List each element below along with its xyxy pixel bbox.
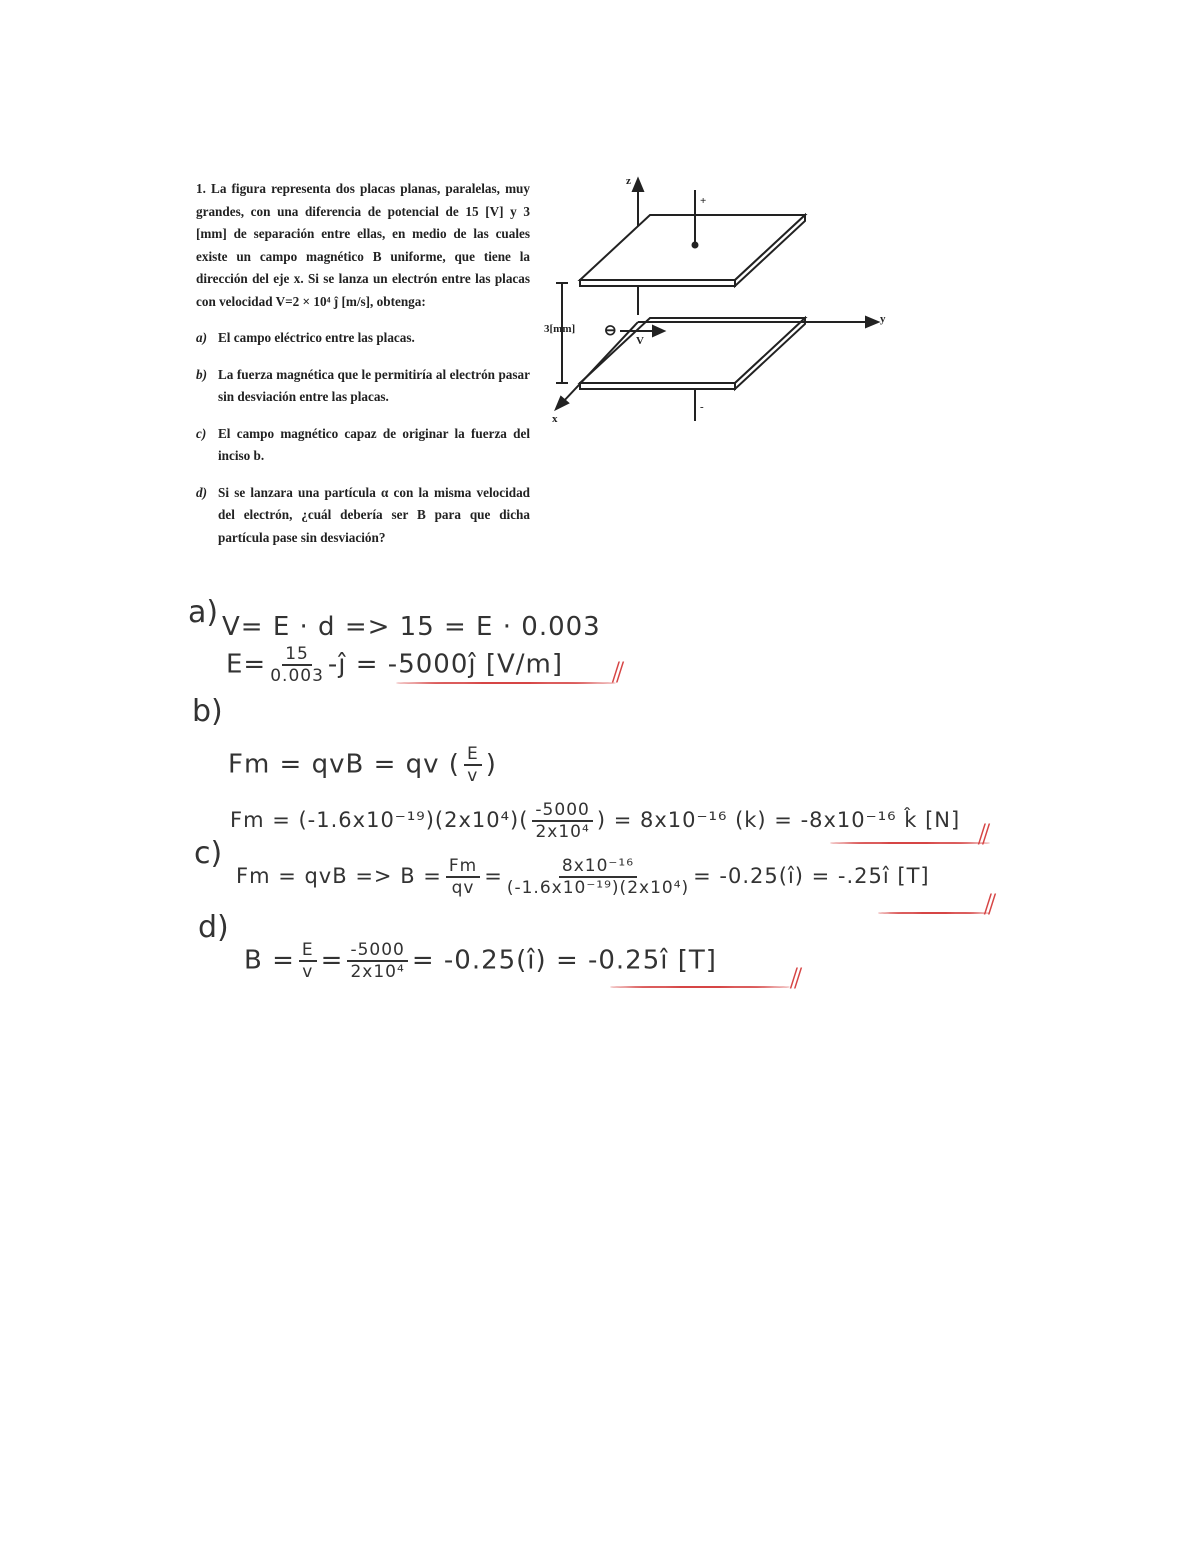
y-label: y xyxy=(880,313,886,325)
solution-b-label: b) xyxy=(192,694,223,729)
plates-diagram xyxy=(540,165,900,435)
c-num1: Fm xyxy=(446,856,480,878)
solution-c-line xyxy=(236,856,930,898)
b-line1-den: v xyxy=(467,766,479,786)
problem-intro: 1. La figura representa dos placas planas, paralelas, muy grandes, con una diferencia de potencial de 15 [V] y 3 [mm] de separación entre ellas, en medio de las cuales existe un campo magnético B uniforme, que tiene la dirección del eje x. Si se lanza un electrón entre las placas con velocidad V=2 × 10⁴ ĵ [m/s], obtenga: xyxy=(196,181,530,309)
a-result: -ĵ = -5000ĵ [V/m] xyxy=(327,649,564,680)
d-num1: E xyxy=(299,940,317,962)
problem-item-a xyxy=(196,327,530,350)
check-mark-c: ⫽ xyxy=(984,888,997,921)
d-post: = -0.25(î) = -0.25î [T] xyxy=(411,945,717,976)
b-line1-pre: Fm = qvB = qv ( xyxy=(228,749,460,780)
c-num2: 8x10⁻¹⁶ xyxy=(559,856,637,878)
solution-d-label: d) xyxy=(198,910,229,945)
b-line2-den: 2x10⁴ xyxy=(535,822,590,842)
a-e-symbol: E= xyxy=(226,649,267,680)
plates-figure xyxy=(540,165,900,435)
solution-d-line xyxy=(244,940,717,982)
c-post: = -0.25(î) = -.25î [T] xyxy=(693,864,930,888)
d-fraction-1 xyxy=(299,940,317,982)
check-mark-b: ⫽ xyxy=(978,818,991,851)
c-fraction-1 xyxy=(446,856,480,898)
d-den1: v xyxy=(302,962,314,982)
check-mark-d: ⫽ xyxy=(790,962,803,995)
b-line1-fraction xyxy=(464,744,482,786)
x-label: x xyxy=(552,413,558,425)
solution-b-line1 xyxy=(228,744,497,786)
b-line2-fraction xyxy=(532,800,592,842)
minus-label: - xyxy=(700,401,704,413)
problem-statement xyxy=(196,178,530,563)
answer-a-underline xyxy=(396,682,616,684)
c-den2: (-1.6x10⁻¹⁹)(2x10⁴) xyxy=(506,878,690,898)
plus-label: + xyxy=(700,195,707,207)
velocity-label: V xyxy=(636,335,644,347)
electron-icon: ⊖ xyxy=(604,323,617,339)
problem-item-b xyxy=(196,364,530,409)
solution-a-line1: V= E · d => 15 = E · 0.003 xyxy=(222,612,601,642)
b-line1-num: E xyxy=(464,744,482,766)
item-text: El campo eléctrico entre las placas. xyxy=(218,330,415,345)
answer-b-underline xyxy=(830,842,990,844)
item-label: c) xyxy=(196,425,207,441)
c-eq: = xyxy=(484,864,503,888)
solution-a-line2 xyxy=(226,644,563,686)
d-pre: B = xyxy=(244,945,295,976)
item-label: a) xyxy=(196,330,207,345)
c-den1: qv xyxy=(451,878,475,898)
item-text: El campo magnético capaz de originar la fuerza del inciso b. xyxy=(218,425,530,463)
c-pre: Fm = qvB => B = xyxy=(236,864,442,888)
solution-b-line2 xyxy=(230,800,960,842)
item-text: Si se lanzara una partícula α con la misma velocidad del electrón, ¿cuál debería ser B para que dicha partícula pase sin desviación? xyxy=(218,484,530,545)
a-den: 0.003 xyxy=(270,666,324,686)
b-line2-pre: Fm = (-1.6x10⁻¹⁹)(2x10⁴)( xyxy=(230,808,529,832)
a-fraction xyxy=(270,644,324,686)
z-axis-arrow xyxy=(633,179,643,191)
item-label: b) xyxy=(196,366,207,382)
d-fraction-2 xyxy=(347,940,407,982)
problem-item-c xyxy=(196,423,530,468)
d-num2: -5000 xyxy=(347,940,407,962)
item-label: d) xyxy=(196,484,207,500)
problem-item-d xyxy=(196,482,530,550)
answer-c-underline xyxy=(878,912,990,914)
gap-label: 3[mm] xyxy=(544,323,576,335)
solution-c-label: c) xyxy=(194,836,223,871)
item-text: La fuerza magnética que le permitiría al electrón pasar sin desviación entre las placas. xyxy=(218,366,530,404)
b-line2-num: -5000 xyxy=(532,800,592,822)
answer-d-underline xyxy=(610,986,790,988)
d-eq: = xyxy=(320,945,344,976)
b-line1-post: ) xyxy=(485,749,497,780)
z-label: z xyxy=(626,175,631,187)
solution-a-label: a) xyxy=(188,595,219,630)
a-num: 15 xyxy=(282,644,312,666)
d-den2: 2x10⁴ xyxy=(350,962,405,982)
c-fraction-2 xyxy=(507,856,689,898)
check-mark-a: ⫽ xyxy=(612,656,625,689)
b-line2-post: ) = 8x10⁻¹⁶ (k) = -8x10⁻¹⁶ k̂ [N] xyxy=(596,808,961,832)
